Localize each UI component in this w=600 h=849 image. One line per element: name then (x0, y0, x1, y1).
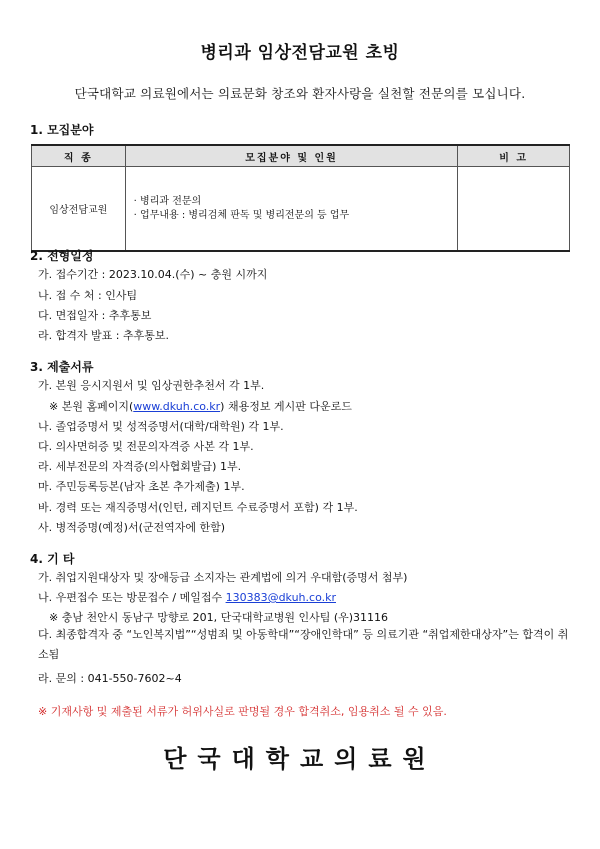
document-item: 다. 의사면허증 및 전문의자격증 사본 각 1부. (38, 440, 254, 453)
warning-notice: ※ 기재사항 및 제출된 서류가 허위사실로 판명될 경우 합격취소, 임용취소 될 수 있음. (38, 705, 447, 718)
section-heading-documents: 3. 제출서류 (30, 360, 94, 374)
schedule-item: 다. 면접일자 : 추후통보 (38, 309, 152, 322)
homepage-link[interactable]: www.dkuh.co.kr (133, 400, 221, 413)
header-job-type: 직 종 (32, 145, 126, 167)
homepage-note-suffix: ) 채용정보 게시판 다운로드 (220, 400, 352, 413)
institution-name: 단국대학교의료원 (163, 745, 437, 773)
section-heading-other: 4. 기 타 (30, 552, 75, 566)
page-title: 병리과 임상전담교원 초빙 (200, 43, 400, 63)
header-remarks: 비 고 (458, 145, 570, 167)
other-item (38, 591, 336, 605)
submission-method: 나. 우편접수 또는 방문접수 / 메일접수 (38, 591, 226, 604)
schedule-item: 라. 합격자 발표 : 추후통보. (38, 329, 169, 342)
other-item: 다. 최종합격자 중 “노인복지법”“성범죄 및 아동학대”“장애인학대” 등 의료기관 “취업제한대상자”는 합격이 취소됨 (38, 628, 569, 661)
cell-details (125, 167, 458, 252)
intro-text: 단국대학교 의료원에서는 의료문화 창조와 환자사랑을 실천할 전문의를 모십니다. (74, 86, 526, 101)
document-item: 마. 주민등록등본(남자 초본 추가제출) 1부. (38, 480, 245, 493)
document-item: 바. 경력 또는 재직증명서(인턴, 레지던트 수료증명서 포함) 각 1부. (38, 501, 358, 514)
document-item: 나. 졸업증명서 및 성적증명서(대학/대학원) 각 1부. (38, 420, 284, 433)
cell-remarks (458, 167, 570, 252)
homepage-note-prefix: ※ 본원 홈페이지( (49, 400, 134, 413)
address-note: ※ 충남 천안시 동남구 망향로 201, 단국대학교병원 인사팀 (우)31116 (49, 611, 389, 624)
schedule-item: 나. 접 수 처 : 인사팀 (38, 289, 138, 302)
homepage-note (49, 400, 352, 414)
contact-item: 라. 문의 : 041-550-7602~4 (38, 672, 182, 685)
schedule-item: 가. 접수기간 : 2023.10.04.(수) ~ 충원 시까지 (38, 268, 268, 281)
section-heading-schedule: 2. 전형일정 (30, 249, 94, 263)
section-heading-recruitment-field: 1. 모집분야 (30, 123, 94, 137)
table-row (32, 167, 570, 252)
table-header-row (32, 145, 570, 167)
document-item: 가. 본원 응시지원서 및 임상권한추천서 각 1부. (38, 379, 265, 392)
header-field-and-count: 모집분야 및 인원 (125, 145, 458, 167)
detail-line: · 업무내용 : 병리검체 판독 및 병리전문의 등 업무 (133, 209, 350, 221)
document-item: 사. 병적증명(예정)서(군전역자에 한함) (38, 521, 226, 534)
document-item: 라. 세부전문의 자격증(의사협회발급) 1부. (38, 460, 242, 473)
recruitment-table (31, 144, 570, 252)
cell-job-type: 임상전담교원 (32, 167, 126, 252)
email-link[interactable]: 130383@dkuh.co.kr (225, 591, 336, 604)
other-item: 가. 취업지원대상자 및 장애등급 소지자는 관계법에 의거 우대함(증명서 첨부) (38, 571, 408, 584)
detail-line: · 병리과 전문의 (133, 195, 202, 207)
